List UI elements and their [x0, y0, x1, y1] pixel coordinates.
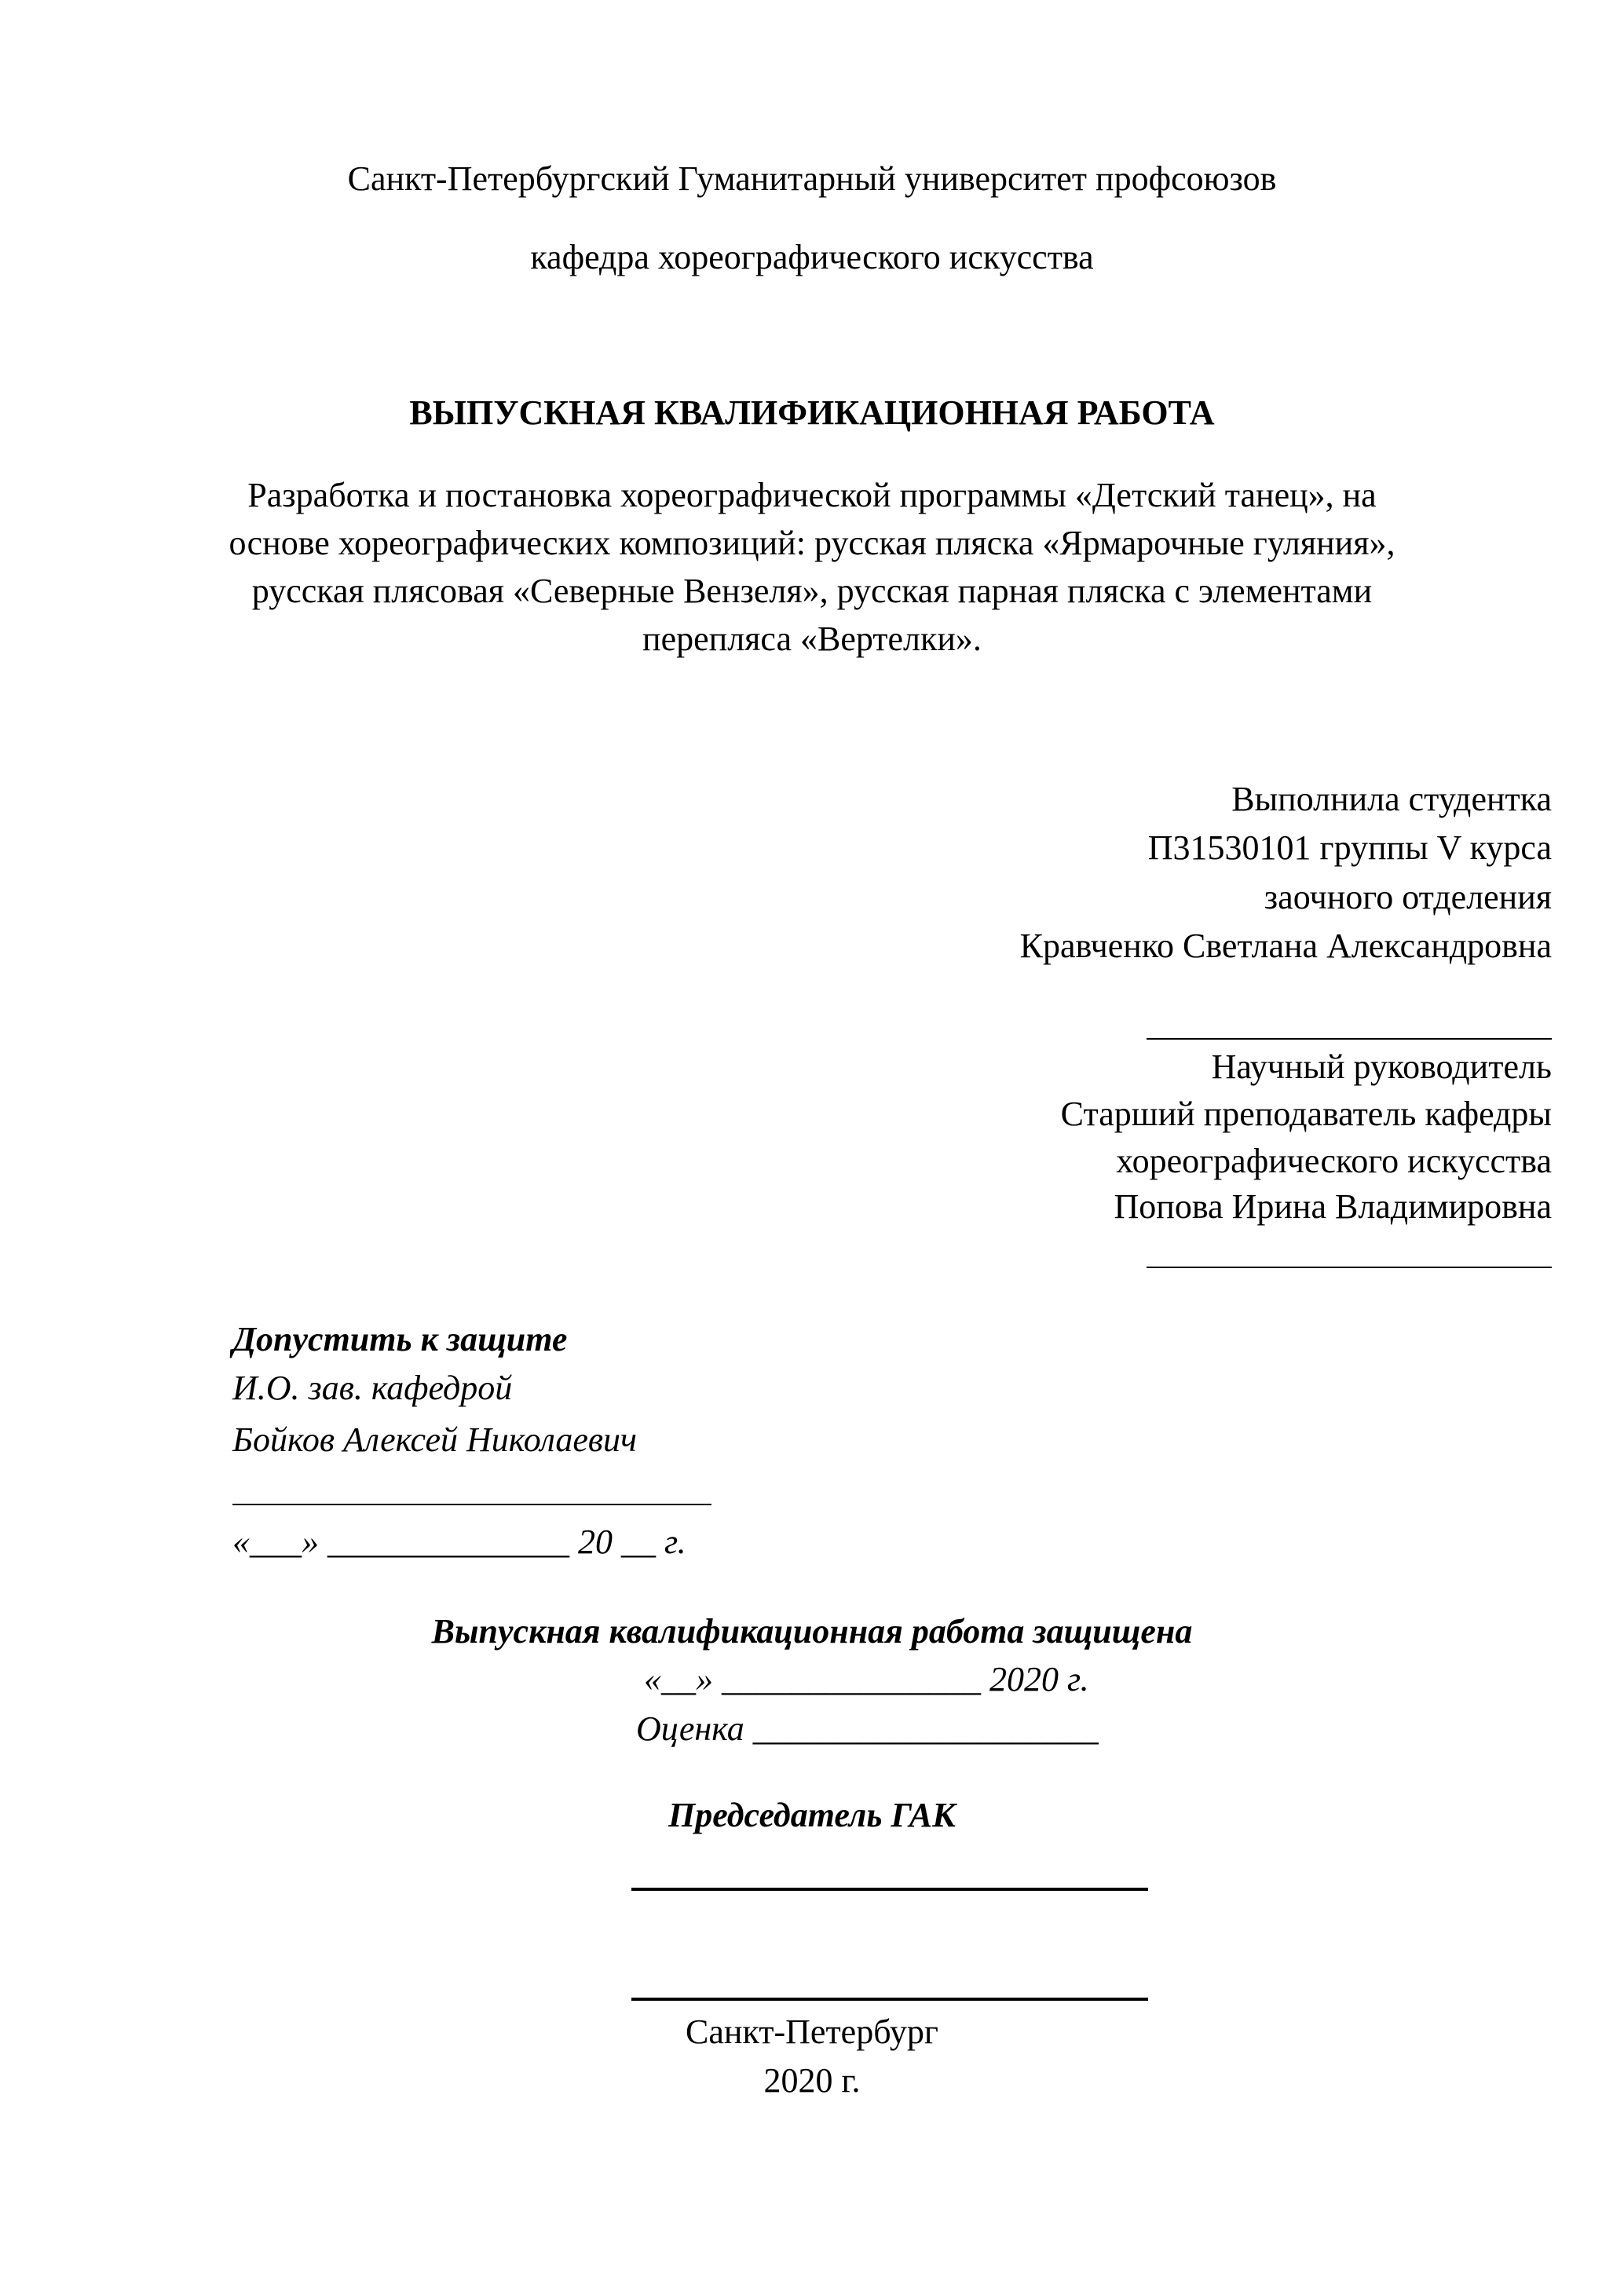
work-title-line: перепляса «Вертелки». — [642, 620, 982, 658]
defense-date: «__» _______________ 2020 г. — [644, 1660, 1089, 1698]
student-label: Выполнила студентка — [1231, 780, 1552, 818]
defense-heading: Выпускная квалификационная работа защищена — [431, 1612, 1193, 1651]
footer-year: 2020 г. — [763, 2061, 861, 2100]
supervisor-name: Попова Ирина Владимировна — [1114, 1187, 1552, 1226]
work-type-heading: ВЫПУСКНАЯ КВАЛИФИКАЦИОННАЯ РАБОТА — [409, 393, 1215, 432]
chair-signature-line — [631, 1888, 1148, 1891]
work-title — [0, 471, 1624, 663]
admission-position: И.О. зав. кафедрой — [232, 1369, 513, 1407]
admission-heading: Допустить к защите — [232, 1320, 568, 1358]
supervisor-role: Научный руководитель — [1211, 1047, 1552, 1086]
department-name: кафедра хореографического искусства — [530, 238, 1094, 276]
footer-city: Санкт-Петербург — [686, 2013, 938, 2051]
supervisor-position: Старший преподаватель кафедры — [1060, 1095, 1552, 1133]
defense-grade: Оценка ____________________ — [636, 1709, 1099, 1748]
university-name: Санкт-Петербургский Гуманитарный университет профсоюзов — [347, 159, 1277, 198]
chair-name-line — [631, 1998, 1148, 2001]
student-group: П31530101 группы V курса — [1147, 828, 1552, 867]
supervisor-position-department: хореографического искусства — [1116, 1142, 1552, 1180]
work-title-line: Разработка и постановка хореографической программы «Детский танец», на — [247, 476, 1377, 514]
supervisor-signature-line — [1147, 1267, 1552, 1268]
work-title-line: русская плясовая «Северные Вензеля», русская парная пляска с элементами — [251, 572, 1373, 610]
admission-signature-line — [232, 1504, 711, 1505]
admission-name: Бойков Алексей Николаевич — [232, 1420, 637, 1459]
student-signature-line — [1147, 1038, 1552, 1040]
student-name: Кравченко Светлана Александровна — [1019, 927, 1552, 965]
admission-date: «___» ______________ 20 __ г. — [232, 1523, 686, 1561]
work-title-line: основе хореографических композиций: русская пляска «Ярмарочные гуляния», — [229, 524, 1395, 562]
student-department: заочного отделения — [1264, 878, 1552, 916]
chair-heading: Председатель ГАК — [668, 1796, 956, 1834]
